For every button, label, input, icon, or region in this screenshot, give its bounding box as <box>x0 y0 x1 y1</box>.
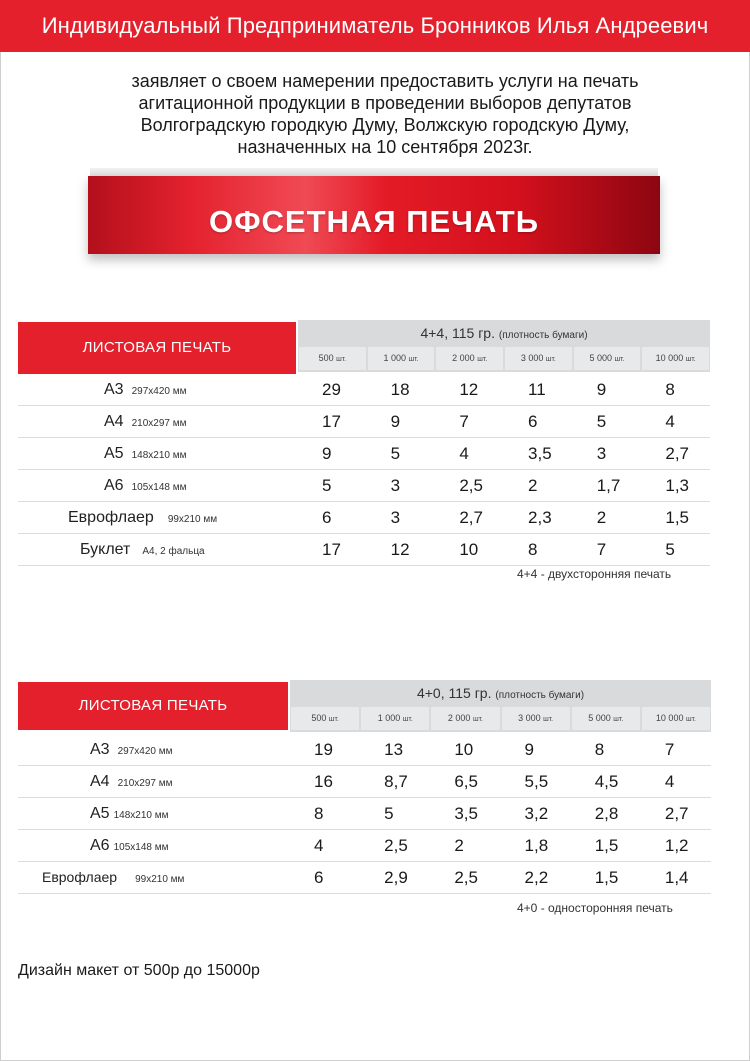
price-cell: 2,3 <box>528 508 552 527</box>
price-cell: 2,5 <box>384 836 408 855</box>
table-header <box>298 320 710 372</box>
table-row <box>18 502 710 534</box>
header-bar <box>0 0 750 52</box>
row-values <box>298 406 710 437</box>
table-row <box>18 798 711 830</box>
table-row <box>18 438 710 470</box>
price-cell: 10 <box>459 540 479 559</box>
price-cell: 7 <box>664 740 675 759</box>
table-row <box>18 766 711 798</box>
quantity-row <box>290 707 711 730</box>
price-cell: 8,7 <box>384 772 408 791</box>
row-label: А3 297х420 мм <box>90 741 173 758</box>
intro-text <box>40 70 730 158</box>
intro-line: назначенных на 10 сентября 2023г. <box>237 137 533 157</box>
price-cell: 12 <box>459 380 479 399</box>
price-cell: 4,5 <box>594 772 619 791</box>
price-cell: 9 <box>524 740 534 759</box>
price-cell: 3 <box>390 476 401 495</box>
price-cell: 6,5 <box>454 772 478 791</box>
price-cell: 2,5 <box>459 476 483 495</box>
price-cell: 1,4 <box>664 868 689 887</box>
table-header <box>290 680 711 732</box>
price-cell: 11 <box>528 380 546 399</box>
table-heading <box>290 685 711 701</box>
price-cell: 3,2 <box>524 804 549 823</box>
price-cell: 4 <box>665 412 675 431</box>
row-label: Еврофлаер 99х210 мм <box>42 869 185 885</box>
price-cell: 2,7 <box>665 444 689 463</box>
row-values <box>298 374 710 405</box>
intro-line: заявляет о своем намерении предоставить услуги на печать <box>131 71 639 91</box>
quantity-cell: 3 000 шт. <box>502 707 570 730</box>
row-label: А4 210х297 мм <box>104 413 187 430</box>
price-cell: 12 <box>390 540 410 559</box>
price-cell: 1,5 <box>594 868 619 887</box>
price-cell: 2,9 <box>384 868 408 887</box>
heading-note: (плотность бумаги) <box>495 690 585 701</box>
table-label: ЛИСТОВАЯ ПЕЧАТЬ <box>18 322 296 374</box>
price-cell: 2,7 <box>459 508 483 527</box>
row-values <box>298 438 710 469</box>
quantity-row <box>298 347 710 370</box>
intro-line: Волгоградскую городкую Думу, Волжскую городскую Думу, <box>140 115 630 135</box>
price-cell: 9 <box>390 412 401 431</box>
price-cell: 18 <box>390 380 410 399</box>
price-cell: 16 <box>314 772 333 791</box>
quantity-cell: 5 000 шт. <box>572 707 640 730</box>
price-cell: 29 <box>322 380 341 399</box>
price-cell: 2 <box>596 508 607 527</box>
table-row <box>18 374 710 406</box>
print-note: 4+4 - двухсторонняя печать <box>517 567 672 581</box>
price-cell: 1,5 <box>594 836 619 855</box>
price-cell: 5 <box>665 540 675 559</box>
price-cell: 8 <box>665 380 675 399</box>
print-note: 4+0 - односторонняя печать <box>517 901 673 915</box>
price-cell: 13 <box>384 740 404 759</box>
row-values <box>290 830 711 861</box>
row-values <box>290 862 711 893</box>
price-cell: 2,7 <box>664 804 689 823</box>
price-cell: 17 <box>322 412 341 431</box>
quantity-cell: 10 000 шт. <box>642 347 709 370</box>
price-cell: 10 <box>454 740 474 759</box>
price-cell: 8 <box>528 540 538 559</box>
price-cell: 7 <box>596 540 607 559</box>
row-values <box>298 534 710 565</box>
price-cell: 6 <box>322 508 332 527</box>
price-cell: 6 <box>314 868 324 887</box>
quantity-cell: 3 000 шт. <box>505 347 572 370</box>
price-cell: 2,5 <box>454 868 478 887</box>
table-row <box>18 734 711 766</box>
design-price-note: Дизайн макет от 500р до 15000р <box>18 962 260 979</box>
table-row <box>18 862 711 894</box>
offset-banner <box>88 168 660 268</box>
price-cell: 3 <box>596 444 607 463</box>
row-label: А4 210х297 мм <box>90 773 173 790</box>
price-cell: 5 <box>384 804 394 823</box>
row-label: А6 105х148 мм <box>104 477 187 494</box>
price-cell: 8 <box>314 804 324 823</box>
price-cell: 5 <box>390 444 401 463</box>
row-label: А3 297х420 мм <box>104 381 187 398</box>
price-cell: 2,8 <box>594 804 619 823</box>
price-cell: 9 <box>596 380 607 399</box>
row-label: А5 148х210 мм <box>90 805 169 822</box>
table-row <box>18 406 710 438</box>
table-row <box>18 470 710 502</box>
intro-line: агитационной продукции в проведении выборов депутатов <box>138 93 632 113</box>
quantity-cell: 2 000 шт. <box>431 707 499 730</box>
price-cell: 8 <box>594 740 605 759</box>
heading-note: (плотность бумаги) <box>498 330 588 341</box>
quantity-cell: 500 шт. <box>291 707 359 730</box>
row-label: А6 105х148 мм <box>90 837 169 854</box>
quantity-cell: 10 000 шт. <box>642 707 710 730</box>
banner-ribbon <box>88 176 660 254</box>
price-cell: 3 <box>390 508 401 527</box>
row-values <box>298 470 710 501</box>
price-cell: 6 <box>528 412 538 431</box>
price-cell: 1,3 <box>665 476 689 495</box>
row-values <box>290 798 711 829</box>
header-title: Индивидуальный Предприниматель Бронников Илья Андреевич <box>41 13 709 38</box>
price-cell: 3,5 <box>454 804 478 823</box>
price-cell: 19 <box>314 740 333 759</box>
price-cell: 1,8 <box>524 836 549 855</box>
price-cell: 2,2 <box>524 868 549 887</box>
quantity-cell: 500 шт. <box>299 347 366 370</box>
table-row <box>18 534 710 566</box>
price-cell: 4 <box>459 444 469 463</box>
price-cell: 4 <box>664 772 675 791</box>
price-cell: 17 <box>322 540 341 559</box>
table-heading <box>298 325 710 341</box>
quantity-cell: 5 000 шт. <box>574 347 641 370</box>
price-cell: 9 <box>322 444 332 463</box>
price-cell: 2 <box>454 836 464 855</box>
price-cell: 5 <box>596 412 607 431</box>
banner-title: ОФСЕТНАЯ ПЕЧАТЬ <box>208 204 540 239</box>
row-values <box>298 502 710 533</box>
row-label: Буклет А4, 2 фальца <box>80 541 205 558</box>
row-label: Еврофлаер 99х210 мм <box>68 509 218 526</box>
heading-text: 4+0, 115 гр. <box>416 685 492 701</box>
price-cell: 3,5 <box>528 444 552 463</box>
row-values <box>290 734 711 765</box>
price-cell: 2 <box>528 476 538 495</box>
price-cell: 4 <box>314 836 324 855</box>
price-cell: 1,5 <box>665 508 689 527</box>
table-row <box>18 830 711 862</box>
table-label: ЛИСТОВАЯ ПЕЧАТЬ <box>18 682 288 730</box>
quantity-cell: 1 000 шт. <box>368 347 435 370</box>
price-cell: 5 <box>322 476 332 495</box>
row-values <box>290 766 711 797</box>
heading-text: 4+4, 115 гр. <box>420 325 495 341</box>
price-cell: 1,2 <box>664 836 689 855</box>
quantity-cell: 1 000 шт. <box>361 707 429 730</box>
row-label: А5 148х210 мм <box>104 445 187 462</box>
price-cell: 7 <box>459 412 469 431</box>
quantity-cell: 2 000 шт. <box>436 347 503 370</box>
price-cell: 1,7 <box>596 476 621 495</box>
price-cell: 5,5 <box>524 772 549 791</box>
